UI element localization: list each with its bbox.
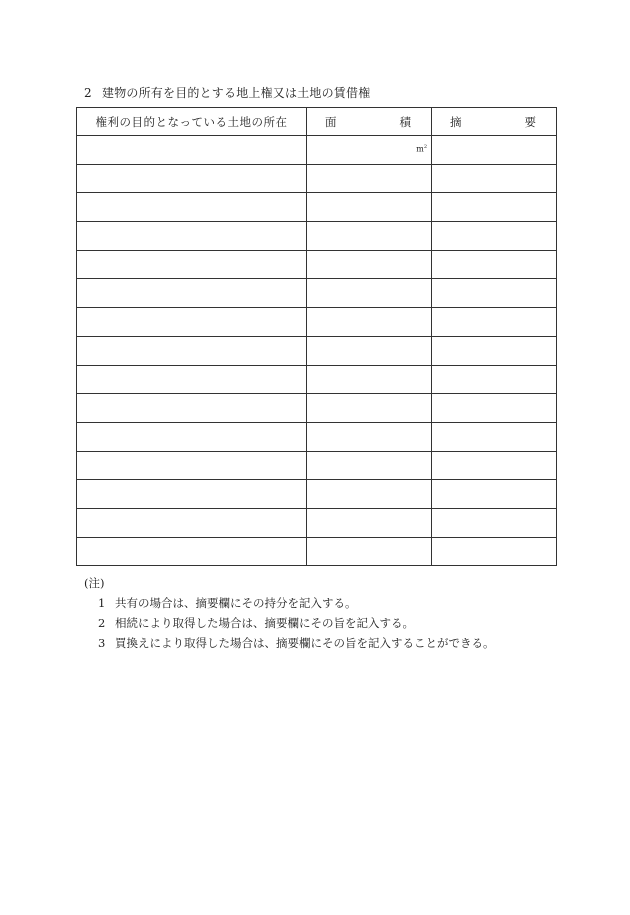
summary-cell[interactable] bbox=[432, 451, 557, 480]
land-location-cell[interactable] bbox=[77, 136, 307, 165]
section-number: 2 bbox=[84, 86, 92, 100]
table-row bbox=[77, 394, 557, 423]
note-text: 相続により取得した場合は、摘要欄にその旨を記入する。 bbox=[115, 616, 414, 630]
summary-cell[interactable] bbox=[432, 193, 557, 222]
header-area-char-1: 面 bbox=[325, 114, 337, 129]
notes-section bbox=[84, 573, 495, 653]
area-cell[interactable] bbox=[307, 422, 432, 451]
area-cell[interactable] bbox=[307, 164, 432, 193]
area-cell[interactable] bbox=[307, 508, 432, 537]
summary-cell[interactable] bbox=[432, 279, 557, 308]
area-cell[interactable] bbox=[307, 222, 432, 251]
header-summary-char-1: 摘 bbox=[450, 114, 462, 129]
land-location-cell[interactable] bbox=[77, 394, 307, 423]
table-row bbox=[77, 193, 557, 222]
land-location-cell[interactable] bbox=[77, 279, 307, 308]
summary-cell[interactable] bbox=[432, 336, 557, 365]
land-location-cell[interactable] bbox=[77, 451, 307, 480]
header-land-location: 権利の目的となっている土地の所在 bbox=[77, 108, 307, 136]
land-location-cell[interactable] bbox=[77, 164, 307, 193]
area-cell[interactable] bbox=[307, 480, 432, 509]
area-cell[interactable] bbox=[307, 250, 432, 279]
note-text: 買換えにより取得した場合は、摘要欄にその旨を記入することができる。 bbox=[115, 636, 495, 650]
land-location-cell[interactable] bbox=[77, 193, 307, 222]
header-summary-char-2: 要 bbox=[524, 114, 536, 129]
section-title bbox=[84, 84, 370, 101]
summary-cell[interactable] bbox=[432, 365, 557, 394]
area-cell[interactable] bbox=[307, 193, 432, 222]
land-location-cell[interactable] bbox=[77, 537, 307, 566]
land-location-cell[interactable] bbox=[77, 336, 307, 365]
land-location-cell[interactable] bbox=[77, 250, 307, 279]
note-item bbox=[84, 593, 495, 613]
table-row bbox=[77, 250, 557, 279]
area-unit: m bbox=[416, 144, 424, 154]
section-title-text: 建物の所有を目的とする地上権又は土地の賃借権 bbox=[102, 86, 371, 100]
table-row bbox=[77, 136, 557, 165]
table-row bbox=[77, 222, 557, 251]
summary-cell[interactable] bbox=[432, 422, 557, 451]
summary-cell[interactable] bbox=[432, 394, 557, 423]
area-cell[interactable] bbox=[307, 336, 432, 365]
summary-cell[interactable] bbox=[432, 136, 557, 165]
table-row bbox=[77, 164, 557, 193]
summary-cell[interactable] bbox=[432, 308, 557, 337]
table-row bbox=[77, 537, 557, 566]
table-row bbox=[77, 422, 557, 451]
note-number: 2 bbox=[98, 616, 106, 630]
table-row bbox=[77, 308, 557, 337]
land-location-cell[interactable] bbox=[77, 308, 307, 337]
land-rights-table bbox=[76, 107, 557, 566]
note-item bbox=[84, 633, 495, 653]
table-row bbox=[77, 451, 557, 480]
summary-cell[interactable] bbox=[432, 508, 557, 537]
note-item bbox=[84, 613, 495, 633]
header-area-char-2: 積 bbox=[399, 114, 411, 129]
area-cell[interactable] bbox=[307, 136, 432, 165]
header-area bbox=[307, 108, 432, 136]
area-unit-exponent: 2 bbox=[423, 144, 427, 150]
summary-cell[interactable] bbox=[432, 537, 557, 566]
land-location-cell[interactable] bbox=[77, 422, 307, 451]
note-number: 3 bbox=[98, 636, 106, 650]
note-text: 共有の場合は、摘要欄にその持分を記入する。 bbox=[115, 596, 357, 610]
area-cell[interactable] bbox=[307, 394, 432, 423]
area-cell[interactable] bbox=[307, 451, 432, 480]
area-unit-label bbox=[416, 144, 427, 154]
table-row bbox=[77, 365, 557, 394]
summary-cell[interactable] bbox=[432, 480, 557, 509]
land-location-cell[interactable] bbox=[77, 222, 307, 251]
summary-cell[interactable] bbox=[432, 250, 557, 279]
notes-heading: (注) bbox=[84, 576, 105, 590]
area-cell[interactable] bbox=[307, 308, 432, 337]
table-row bbox=[77, 508, 557, 537]
summary-cell[interactable] bbox=[432, 164, 557, 193]
table-row bbox=[77, 336, 557, 365]
table-row bbox=[77, 480, 557, 509]
note-number: 1 bbox=[98, 596, 106, 610]
area-cell[interactable] bbox=[307, 279, 432, 308]
table-header-row bbox=[77, 108, 557, 136]
header-summary bbox=[432, 108, 557, 136]
table-row bbox=[77, 279, 557, 308]
land-location-cell[interactable] bbox=[77, 365, 307, 394]
area-cell[interactable] bbox=[307, 365, 432, 394]
area-cell[interactable] bbox=[307, 537, 432, 566]
land-location-cell[interactable] bbox=[77, 508, 307, 537]
summary-cell[interactable] bbox=[432, 222, 557, 251]
land-location-cell[interactable] bbox=[77, 480, 307, 509]
